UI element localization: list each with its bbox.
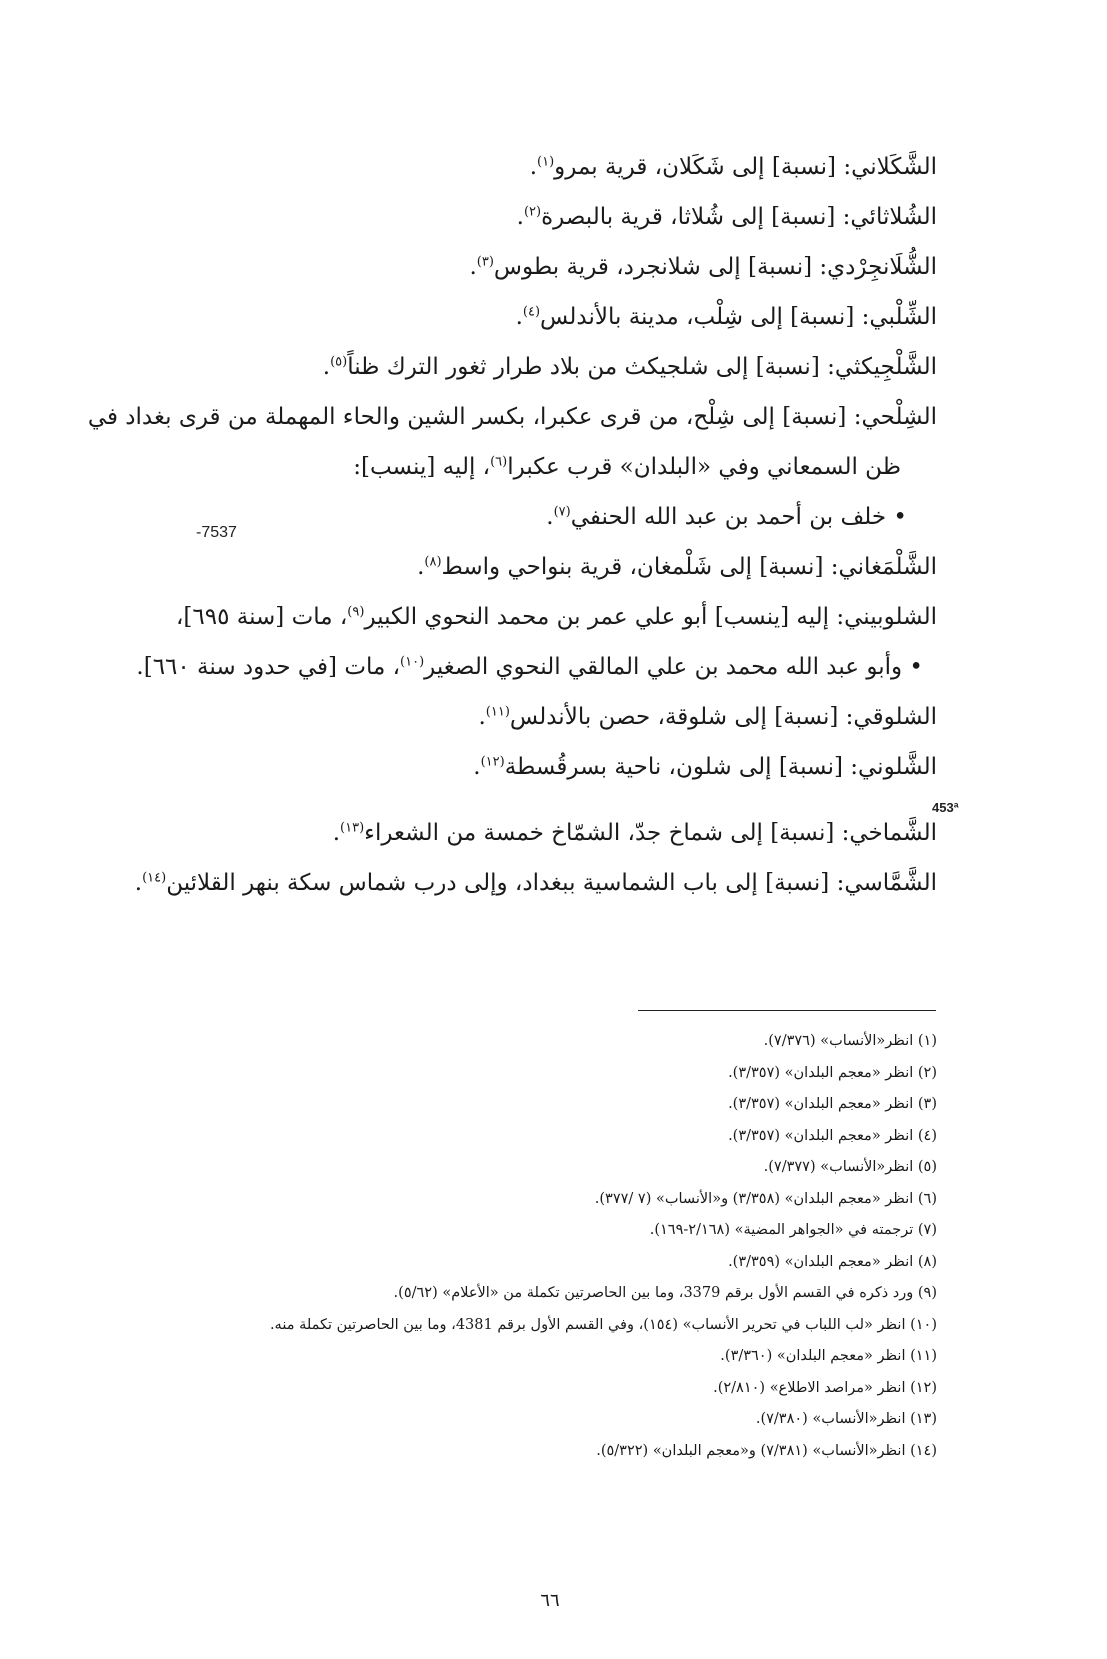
- footnote: (١٣) انظر«الأنساب» (٧/٣٨٠).: [755, 1411, 937, 1427]
- page-number: ٦٦: [540, 1590, 560, 1611]
- footnote-ref: (٧): [553, 504, 571, 520]
- footnote-ref: (١١): [485, 704, 510, 720]
- footnote-ref: (١٤): [142, 870, 167, 886]
- footnote: (١٤) انظر«الأنساب» (٧/٣٨١) و«معجم البلدان» (٥/٣٢٢).: [596, 1442, 937, 1459]
- footnote: (١) انظر«الأنساب» (٧/٣٧٦).: [763, 1033, 937, 1049]
- footnote: (١٠) انظر «لب اللباب في تحرير الأنساب» (١٥٤)، وفي القسم الأول برقم 4381، وما بين الحاصرتين تكملة منه.: [269, 1316, 937, 1333]
- footnote: (٧) ترجمته في «الجواهر المضية» (٢/١٦٨-١٦٩).: [649, 1222, 937, 1238]
- footnote-ref: (١٣): [340, 820, 365, 836]
- entry: الشِلْحي: [نسبة] إلى شِلْح، من قرى عكبرا، بكسر الشين والحاء المهملة من قرى بغداد في: [87, 404, 937, 430]
- footnote: (٨) انظر «معجم البلدان» (٣/٣٥٩).: [728, 1253, 937, 1270]
- footnote: (٤) انظر «معجم البلدان» (٣/٣٥٧).: [728, 1127, 937, 1144]
- entry-list: [87, 142, 937, 908]
- folio-marker: 453ª: [932, 800, 959, 815]
- person-entry: • خلف بن أحمد بن عبد الله الحنفي$^{(٧)}$.: [546, 504, 907, 530]
- entry-number-margin: -7537: [196, 524, 237, 541]
- footnote-ref: (٩): [347, 604, 365, 620]
- entry: الشُّلَانجِرْدي: [نسبة] إلى شلانجرد، قرية بطوس$^{(٣)}$.: [469, 254, 937, 280]
- footnote: (٣) انظر «معجم البلدان» (٣/٣٥٧).: [728, 1096, 937, 1112]
- entry: الشَّكَلاني: [نسبة] إلى شَكَلان، قرية بمرو$^{(١)}$.: [529, 154, 937, 180]
- entry: الشَّماخي: [نسبة] إلى شماخ جدّ، الشمّاخ خمسة من الشعراء$^{(١٣)}$.: [332, 820, 937, 846]
- entry: الشَّمَّاسي: [نسبة] إلى باب الشماسية ببغداد، وإلى درب شماس سكة بنهر القلائين$^{(١٤)}$.: [134, 870, 937, 896]
- entry: الشَّلوني: [نسبة] إلى شلون، ناحية بسرقُسطة$^{(١٢)}$.: [473, 754, 937, 780]
- footnote-divider: [638, 1010, 936, 1011]
- footnote-ref: (٨): [424, 554, 442, 570]
- footnote: (١١) انظر «معجم البلدان» (٣/٣٦٠).: [720, 1348, 937, 1364]
- footnote: (١٢) انظر «مراصد الاطلاع» (٢/٨١٠).: [713, 1379, 937, 1396]
- entry-continuation: ظن السمعاني وفي «البلدان» قرب عكبرا$^{(٦)}$، إليه [ينسب]:: [353, 454, 901, 480]
- entry: الشلوقي: [نسبة] إلى شلوقة، حصن بالأندلس$^{(١١)}$.: [478, 704, 937, 730]
- footnote-ref: (١٠): [400, 654, 425, 670]
- entry: الشِّلْبي: [نسبة] إلى شِلْب، مدينة بالأندلس$^{(٤)}$.: [515, 304, 937, 330]
- footnote-ref: (٢): [523, 204, 542, 220]
- entry: الشَّلْمَغاني: [نسبة] إلى شَلْمغان، قرية بنواحي واسط$^{(٨)}$.: [417, 554, 937, 580]
- footnote: (٩) ورد ذكره في القسم الأول برقم 3379، وما بين الحاصرتين تكملة من «الأعلام» (٥/٦٢).: [393, 1285, 937, 1301]
- footnote-ref: (١٢): [480, 754, 505, 770]
- entry: الشُلاثائي: [نسبة] إلى شُلاثا، قرية بالبصرة$^{(٢)}$.: [516, 204, 937, 230]
- footnote: (٥) انظر«الأنساب» (٧/٣٧٧).: [763, 1159, 937, 1175]
- footnote-ref: (١): [537, 154, 555, 170]
- footnote-ref: (٤): [522, 304, 541, 320]
- footnote-list: [117, 1026, 937, 1467]
- footnote-ref: (٥): [330, 354, 348, 370]
- footnote-ref: (٣): [476, 254, 494, 270]
- footnote: (٦) انظر «معجم البلدان» (٣/٣٥٨) و«الأنساب» (٧ /٣٧٧).: [594, 1190, 937, 1207]
- entry: الشَّلْجِيكثي: [نسبة] إلى شلجيكث من بلاد طرار ثغور الترك ظناً$^{(٥)}$.: [322, 354, 937, 380]
- person-entry: • وأبو عبد الله محمد بن علي المالقي النحوي الصغير$^{(١٠)}$، مات [في حدود سنة ٦٦٠].: [136, 654, 923, 680]
- entry: الشلوبيني: إليه [ينسب] أبو علي عمر بن محمد النحوي الكبير$^{(٩)}$، مات [سنة ٦٩٥]،: [175, 604, 937, 630]
- footnote: (٢) انظر «معجم البلدان» (٣/٣٥٧).: [728, 1064, 937, 1081]
- footnote-ref: (٦): [490, 454, 508, 470]
